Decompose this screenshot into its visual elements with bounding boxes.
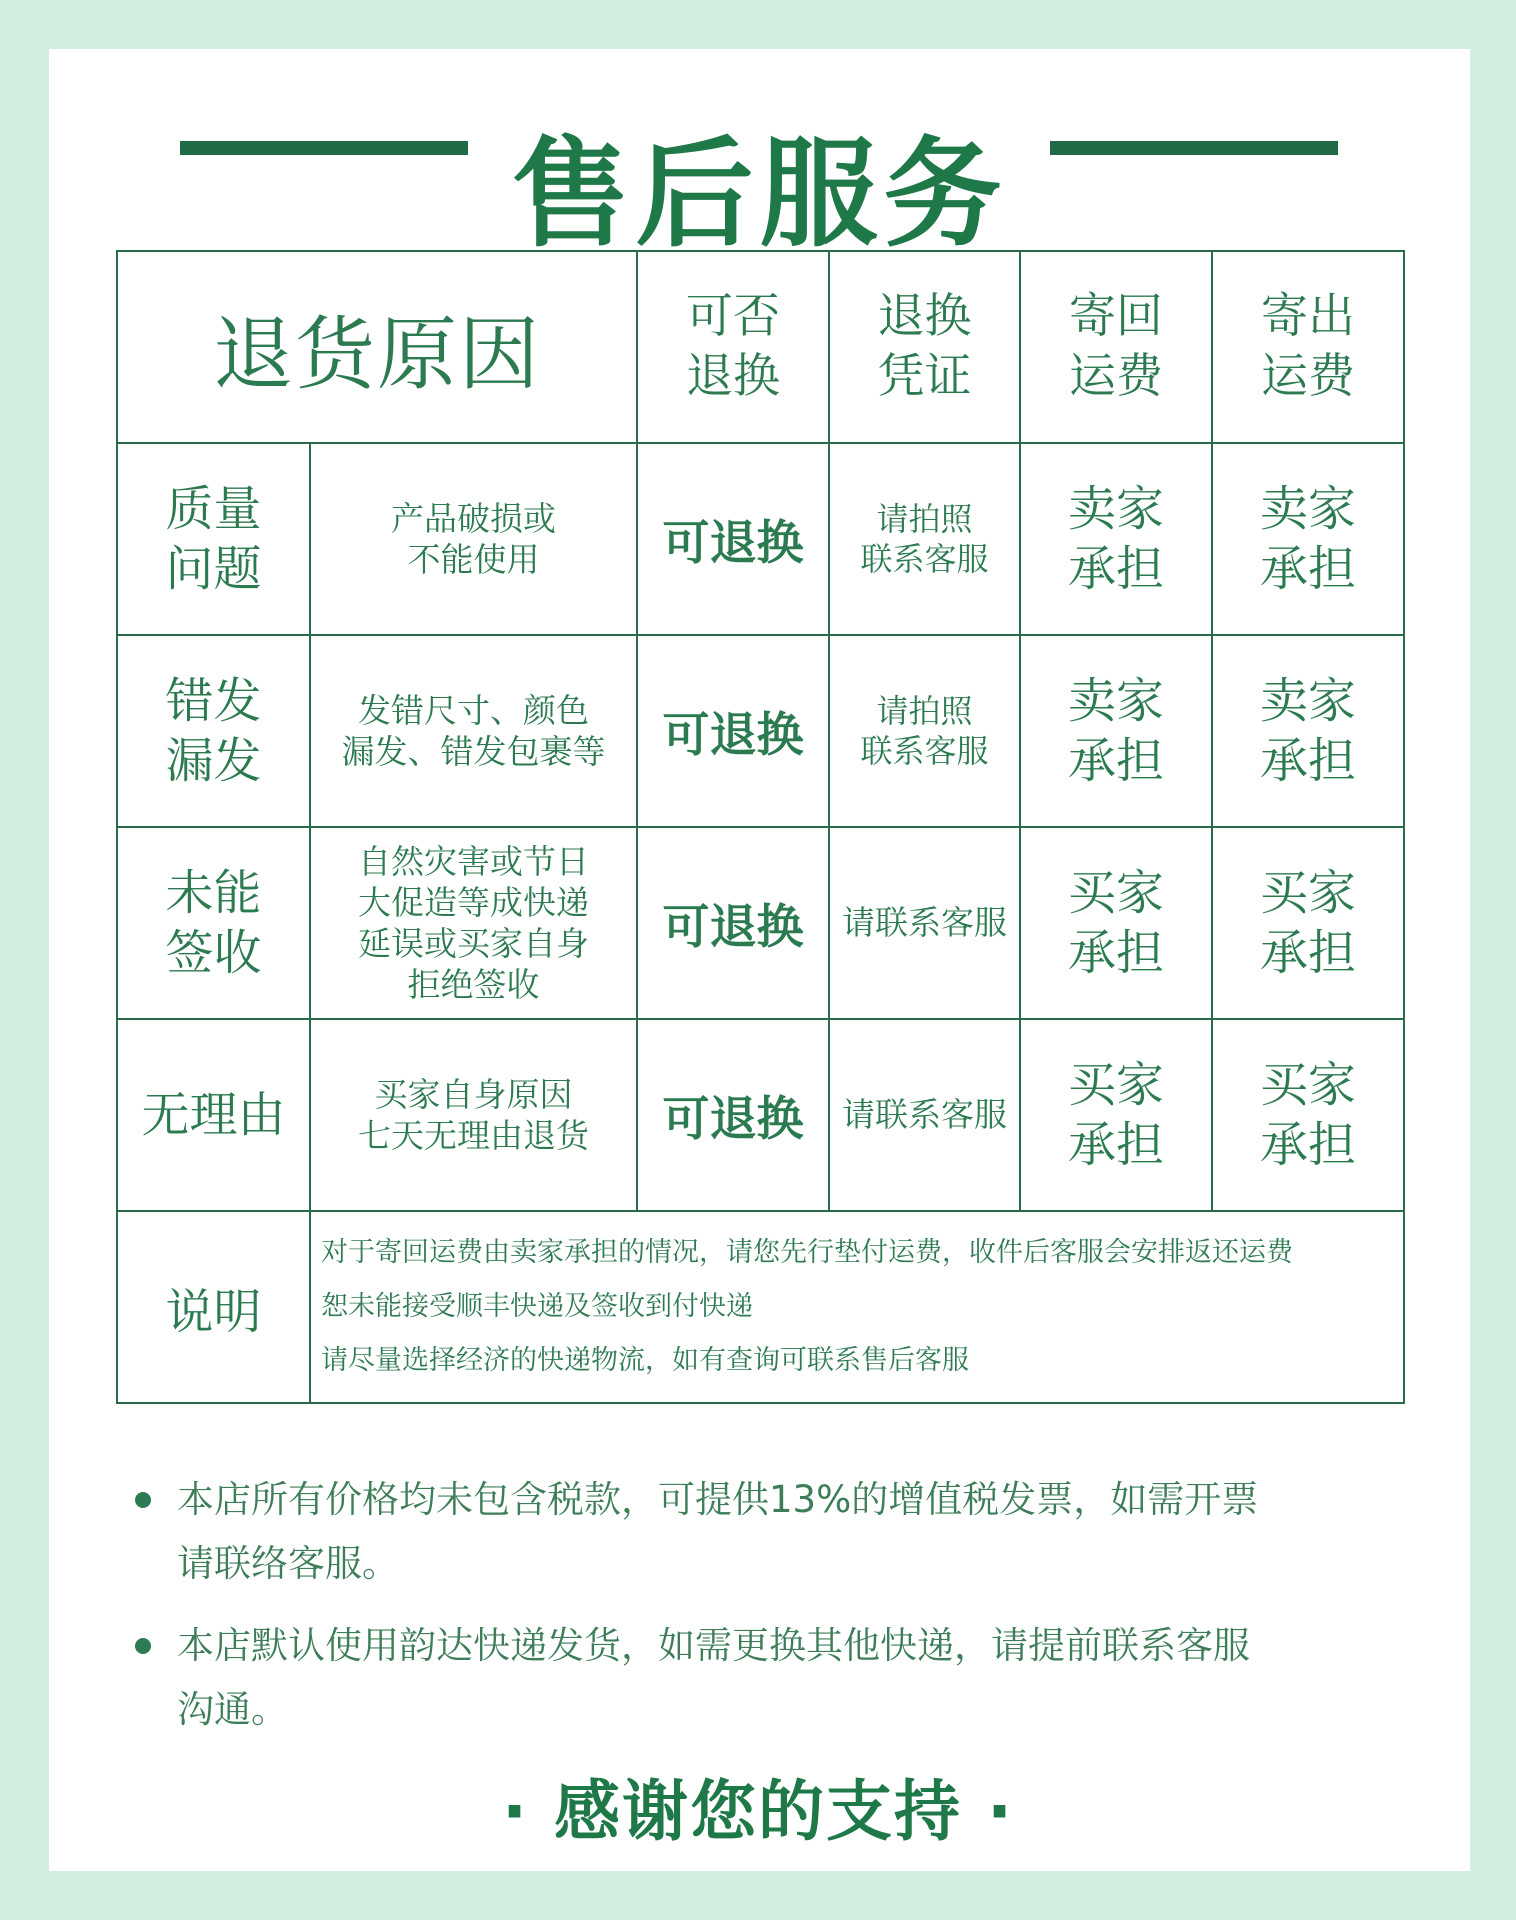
table-header-row (117, 251, 1404, 443)
return-fee-cell: 买家 承担 (1020, 827, 1212, 1019)
list-item: 本店默认使用韵达快递发货，如需更换其他快递，请提前联系客服 沟通。 (135, 1614, 1405, 1742)
reason-cell: 无理由 (117, 1019, 310, 1211)
note-line: 恕未能接受顺丰快递及签收到付快递 (321, 1291, 753, 1322)
proof-cell: 请联系客服 (829, 1019, 1020, 1211)
table-row (117, 443, 1404, 635)
after-sales-table (116, 250, 1405, 1404)
header-return-fee: 寄回 运费 (1020, 251, 1212, 443)
list-item: 本店所有价格均未包含税款，可提供13%的增值税发票，如需开票 请联络客服。 (135, 1468, 1405, 1596)
table-row (117, 1019, 1404, 1211)
page-title: 售后服务 (511, 125, 1008, 263)
return-fee-cell: 买家 承担 (1020, 1019, 1212, 1211)
can-return-cell: 可退换 (637, 635, 829, 827)
proof-cell: 请联系客服 (829, 827, 1020, 1019)
proof-cell: 请拍照 联系客服 (829, 635, 1020, 827)
can-return-cell: 可退换 (637, 443, 829, 635)
bullet-dot-icon (135, 1638, 151, 1654)
send-fee-cell: 买家 承担 (1212, 827, 1404, 1019)
header-can-return: 可否 退换 (637, 251, 829, 443)
return-fee-cell: 卖家 承担 (1020, 443, 1212, 635)
policy-notes (135, 1468, 1405, 1760)
proof-cell: 请拍照 联系客服 (829, 443, 1020, 635)
table-row (117, 635, 1404, 827)
return-fee-cell: 卖家 承担 (1020, 635, 1212, 827)
can-return-cell: 可退换 (637, 1019, 829, 1211)
notes-label: 说明 (117, 1211, 310, 1403)
detail-cell: 自然灾害或节日 大促造等成快递 延误或买家自身 拒绝签收 (310, 827, 637, 1019)
detail-cell: 产品破损或 不能使用 (310, 443, 637, 635)
bullet-dot-icon (135, 1492, 151, 1508)
header-send-fee: 寄出 运费 (1212, 251, 1404, 443)
reason-cell: 质量 问题 (117, 443, 310, 635)
thanks-message: · 感谢您的支持 · (501, 1773, 1015, 1850)
reason-cell: 错发 漏发 (117, 635, 310, 827)
detail-cell: 发错尺寸、颜色 漏发、错发包裹等 (310, 635, 637, 827)
send-fee-cell: 买家 承担 (1212, 1019, 1404, 1211)
send-fee-cell: 卖家 承担 (1212, 635, 1404, 827)
notes-row (117, 1211, 1404, 1403)
send-fee-cell: 卖家 承担 (1212, 443, 1404, 635)
detail-cell: 买家自身原因 七天无理由退货 (310, 1019, 637, 1211)
can-return-cell: 可退换 (637, 827, 829, 1019)
note-line: 请尽量选择经济的快递物流，如有查询可联系售后客服 (321, 1345, 969, 1376)
note-line: 对于寄回运费由卖家承担的情况，请您先行垫付运费，收件后客服会安排返还运费 (321, 1237, 1293, 1268)
reason-cell: 未能 签收 (117, 827, 310, 1019)
header-proof: 退换 凭证 (829, 251, 1020, 443)
table-row (117, 827, 1404, 1019)
notes-cell (310, 1211, 1404, 1403)
header-reason: 退货原因 (117, 251, 637, 443)
